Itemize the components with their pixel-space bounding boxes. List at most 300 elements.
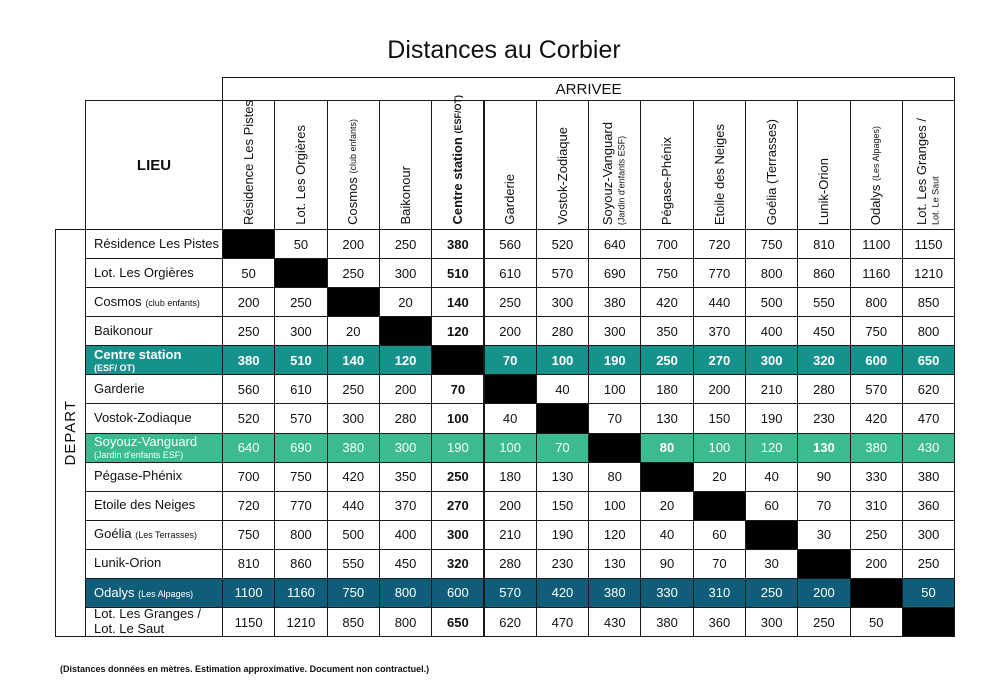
distance-cell	[902, 433, 955, 463]
distance-value: 1150	[914, 236, 943, 252]
distance-cell	[797, 520, 850, 550]
distance-cell	[902, 403, 955, 433]
row-label-text	[94, 324, 153, 339]
distance-cell	[850, 433, 903, 463]
diagonal-cell	[850, 578, 903, 608]
distance-cell	[745, 229, 798, 259]
distance-cell	[640, 433, 693, 463]
row-label-main: Résidence Les Pistes	[94, 235, 220, 251]
distance-value: 400	[394, 527, 417, 543]
row-label-main: Lunik-Orion	[94, 555, 162, 571]
row-label-main: Odalys	[94, 584, 135, 600]
distance-cell	[640, 258, 693, 288]
distance-cell	[484, 316, 537, 346]
distance-value: 690	[603, 265, 626, 281]
distance-cell	[797, 578, 850, 608]
distance-value: 600	[446, 585, 469, 601]
depart-header	[55, 229, 86, 637]
distance-value: 750	[760, 236, 783, 252]
column-header-main: Centre station	[450, 137, 466, 225]
distance-cell	[693, 229, 746, 259]
distance-cell	[902, 374, 955, 404]
distance-value: 270	[446, 498, 469, 514]
distance-value: 860	[813, 265, 835, 281]
distance-value: 450	[813, 323, 835, 339]
distance-value: 70	[450, 381, 466, 397]
distance-value: 810	[237, 556, 260, 572]
distance-value: 510	[446, 265, 469, 281]
column-header	[222, 100, 275, 230]
distance-cell	[850, 491, 903, 521]
distance-cell	[640, 491, 693, 521]
row-label	[85, 258, 223, 288]
distance-cell	[536, 374, 589, 404]
distance-cell	[327, 345, 380, 375]
distance-value: 420	[342, 469, 365, 485]
distance-value: 310	[708, 585, 731, 601]
column-header-text	[556, 127, 570, 225]
distance-value: 120	[760, 440, 783, 456]
distance-value: 20	[659, 498, 675, 514]
distance-value: 150	[551, 498, 574, 514]
distance-value: 300	[760, 352, 783, 368]
distance-cell	[640, 549, 693, 579]
distance-value: 70	[607, 411, 622, 426]
column-header-main: Lunik-Orion	[816, 157, 832, 225]
distance-value: 280	[551, 323, 574, 339]
column-header-text	[399, 166, 413, 225]
distance-value: 210	[499, 527, 521, 543]
row-label-main: Garderie	[94, 380, 145, 396]
row-label-text	[94, 266, 194, 281]
distance-value: 120	[603, 527, 626, 543]
distance-value: 420	[865, 411, 888, 426]
distance-cell	[850, 462, 903, 492]
diagonal-cell	[797, 549, 850, 579]
distance-value: 810	[813, 236, 835, 252]
diagonal-cell	[640, 462, 693, 492]
distance-cell	[222, 520, 275, 550]
distance-cell	[588, 520, 641, 550]
distance-cell	[222, 607, 275, 637]
distance-value: 800	[917, 323, 940, 339]
row-label-main: Soyouz-Vanguard	[94, 433, 198, 449]
distance-value: 320	[446, 556, 469, 572]
distance-cell	[536, 607, 589, 637]
distance-cell	[327, 578, 380, 608]
row-label-text	[94, 469, 182, 484]
distance-value: 750	[237, 527, 260, 543]
diagonal-cell	[536, 403, 589, 433]
distance-value: 20	[398, 294, 413, 310]
distance-cell	[588, 287, 641, 317]
diagonal-cell	[222, 229, 275, 259]
lieu-label: LIEU	[136, 156, 172, 174]
distance-value: 40	[502, 411, 518, 426]
row-label-main: Etoile des Neiges	[94, 497, 196, 513]
distance-cell	[274, 403, 327, 433]
distance-cell	[850, 258, 903, 288]
column-header-main: Vostok-Zodiaque	[554, 127, 570, 225]
distance-cell	[379, 491, 432, 521]
distance-cell	[797, 258, 850, 288]
column-header-main: Résidence Les Pistes	[240, 99, 256, 225]
distance-cell	[640, 316, 693, 346]
distance-cell	[640, 229, 693, 259]
distance-value: 350	[394, 469, 417, 485]
column-header-main: Lot. Les Orgières	[293, 125, 309, 225]
distance-cell	[327, 433, 380, 463]
distance-value: 520	[237, 411, 260, 426]
column-header-text	[503, 174, 517, 225]
distance-value: 550	[813, 294, 835, 310]
distance-cell	[797, 374, 850, 404]
distance-value: 380	[603, 585, 626, 601]
distance-cell	[222, 374, 275, 404]
row-label	[85, 549, 223, 579]
column-header-text	[765, 119, 779, 225]
distance-value: 440	[708, 294, 731, 310]
column-header-main: Pégase-Phénix	[659, 136, 675, 225]
distance-cell	[745, 578, 798, 608]
distance-value: 200	[499, 498, 521, 514]
distance-cell	[693, 607, 746, 637]
distance-cell	[274, 520, 327, 550]
distance-cell	[640, 578, 693, 608]
distance-value: 500	[760, 294, 783, 310]
distance-cell	[274, 287, 327, 317]
distance-value: 640	[237, 440, 260, 456]
column-header	[640, 100, 693, 230]
row-label-main: Cosmos	[94, 293, 142, 309]
distance-value: 380	[917, 469, 940, 485]
distance-cell	[588, 258, 641, 288]
distance-cell	[850, 345, 903, 375]
distance-value: 750	[342, 585, 365, 601]
distance-value: 300	[917, 527, 940, 543]
distance-cell	[431, 607, 484, 637]
distance-cell	[745, 345, 798, 375]
distance-value: 800	[760, 265, 783, 281]
distance-cell	[588, 607, 641, 637]
column-header	[902, 100, 955, 230]
distance-value: 250	[499, 294, 521, 310]
distance-value: 380	[656, 614, 678, 630]
distance-value: 300	[342, 411, 365, 426]
distance-value: 300	[290, 323, 312, 339]
distance-cell	[693, 287, 746, 317]
distance-cell	[274, 549, 327, 579]
row-label-main: Lot. Les Orgières	[94, 264, 194, 280]
distance-cell	[327, 403, 380, 433]
column-header-text	[601, 122, 628, 225]
distance-cell	[274, 607, 327, 637]
distance-cell	[431, 549, 484, 579]
distance-cell	[536, 345, 589, 375]
distance-value: 100	[499, 440, 521, 456]
distance-cell	[640, 345, 693, 375]
distance-value: 130	[603, 556, 626, 572]
row-label-sub: (ESF/ OT)	[94, 362, 135, 373]
lieu-header	[85, 100, 223, 230]
distance-value: 250	[813, 614, 835, 630]
distance-value: 60	[764, 498, 779, 514]
row-label-main: Baikonour	[94, 322, 153, 338]
distance-value: 200	[813, 585, 835, 601]
column-header	[484, 100, 537, 230]
distance-cell	[431, 491, 484, 521]
distance-cell	[640, 607, 693, 637]
column-header	[379, 100, 432, 230]
distance-cell	[379, 229, 432, 259]
distance-value: 40	[555, 381, 570, 397]
distance-value: 800	[394, 585, 417, 601]
distance-cell	[222, 287, 275, 317]
distance-cell	[222, 462, 275, 492]
distance-cell	[327, 549, 380, 579]
column-header-sub: (Jardin d'enfants ESF)	[616, 135, 627, 225]
distance-value: 210	[760, 381, 783, 397]
distance-cell	[588, 374, 641, 404]
distance-cell	[536, 433, 589, 463]
distance-value: 200	[342, 236, 365, 252]
column-header-main: Garderie	[502, 174, 518, 225]
distance-value: 300	[394, 440, 417, 456]
column-header-text	[869, 126, 883, 225]
distance-cell	[745, 316, 798, 346]
diagonal-cell	[693, 491, 746, 521]
row-label	[85, 520, 223, 550]
distance-value: 100	[708, 440, 731, 456]
row-label	[85, 229, 223, 259]
row-label	[85, 374, 223, 404]
distance-cell	[222, 549, 275, 579]
distance-cell	[797, 345, 850, 375]
distance-value: 750	[290, 469, 312, 485]
distance-cell	[536, 549, 589, 579]
distance-value: 130	[551, 469, 574, 485]
distance-cell	[431, 520, 484, 550]
distance-value: 310	[865, 498, 888, 514]
distance-cell	[797, 316, 850, 346]
row-label-line	[94, 586, 193, 601]
distance-value: 320	[813, 352, 835, 368]
distance-cell	[850, 229, 903, 259]
distance-cell	[693, 316, 746, 346]
column-header-main: Etoile des Neiges	[711, 123, 727, 225]
distance-value: 800	[290, 527, 312, 543]
distance-cell	[693, 374, 746, 404]
distance-value: 550	[342, 556, 365, 572]
distance-cell	[640, 374, 693, 404]
distance-cell	[536, 287, 589, 317]
column-header-text	[242, 100, 256, 225]
distance-cell	[536, 258, 589, 288]
distance-value: 250	[394, 236, 417, 252]
distance-cell	[797, 403, 850, 433]
distance-cell	[484, 433, 537, 463]
column-header	[274, 100, 327, 230]
distance-cell	[484, 258, 537, 288]
distance-cell	[379, 607, 432, 637]
distance-value: 20	[346, 323, 361, 339]
distance-cell	[693, 462, 746, 492]
distance-value: 200	[865, 556, 888, 572]
row-label-text	[94, 435, 197, 460]
distance-value: 560	[237, 381, 260, 397]
distance-value: 70	[816, 498, 832, 514]
distance-value: 370	[394, 498, 417, 514]
distance-value: 720	[237, 498, 260, 514]
distance-cell	[274, 316, 327, 346]
distance-value: 200	[237, 294, 260, 310]
distance-value: 380	[342, 440, 365, 456]
distance-value: 280	[499, 556, 521, 572]
row-label	[85, 287, 223, 317]
distance-cell	[327, 258, 380, 288]
distance-value: 30	[764, 556, 779, 572]
distance-value: 1210	[286, 614, 316, 630]
distance-value: 380	[865, 440, 888, 456]
distance-cell	[484, 403, 537, 433]
distance-value: 180	[656, 381, 678, 397]
distance-cell	[745, 258, 798, 288]
distance-value: 80	[659, 440, 675, 456]
column-header-main: Soyouz-Vanguard	[600, 121, 616, 225]
distance-cell	[222, 258, 275, 288]
distance-cell	[379, 578, 432, 608]
distance-value: 250	[865, 527, 888, 543]
distance-value: 190	[446, 440, 469, 456]
row-label-text	[94, 607, 201, 637]
distance-cell	[693, 520, 746, 550]
distance-value: 70	[712, 556, 727, 572]
distance-cell	[745, 287, 798, 317]
distance-value: 190	[551, 527, 574, 543]
distance-cell	[693, 549, 746, 579]
distance-cell	[797, 287, 850, 317]
distance-value: 40	[764, 469, 779, 485]
distance-value: 650	[446, 614, 469, 630]
row-label-text	[94, 382, 145, 397]
distance-value: 330	[656, 585, 678, 601]
row-label	[85, 433, 223, 463]
distance-cell	[588, 403, 641, 433]
distance-value: 1210	[914, 265, 943, 281]
distance-cell	[902, 229, 955, 259]
distance-cell	[693, 403, 746, 433]
column-header	[693, 100, 746, 230]
distance-value: 30	[816, 527, 832, 543]
column-header-text	[915, 118, 942, 225]
distance-value: 270	[708, 352, 731, 368]
distance-cell	[745, 403, 798, 433]
column-header-main: Lot. Les Granges /	[913, 118, 929, 225]
distance-value: 250	[342, 381, 365, 397]
distance-cell	[327, 229, 380, 259]
row-label	[85, 462, 223, 492]
column-header-text	[660, 137, 674, 225]
distance-value: 570	[290, 411, 312, 426]
distance-cell	[431, 316, 484, 346]
distance-cell	[431, 374, 484, 404]
distance-value: 500	[342, 527, 365, 543]
distance-value: 570	[551, 265, 574, 281]
distance-value: 1160	[862, 265, 891, 281]
distance-value: 300	[394, 265, 417, 281]
diagonal-cell	[327, 287, 380, 317]
row-label-line	[94, 527, 197, 542]
distance-cell	[640, 403, 693, 433]
distance-cell	[745, 549, 798, 579]
distance-value: 250	[237, 323, 260, 339]
distance-cell	[431, 229, 484, 259]
distance-value: 60	[712, 527, 727, 543]
distance-cell	[431, 258, 484, 288]
diagonal-cell	[745, 520, 798, 550]
distance-value: 200	[394, 381, 417, 397]
distance-cell	[902, 462, 955, 492]
distance-cell	[484, 462, 537, 492]
distance-value: 620	[917, 381, 940, 397]
distance-cell	[484, 549, 537, 579]
distance-value: 280	[813, 381, 835, 397]
distance-cell	[536, 316, 589, 346]
row-label-text	[94, 237, 219, 252]
column-header-text	[451, 95, 465, 225]
page-title: Distances au Corbier	[387, 36, 621, 64]
column-header	[536, 100, 589, 230]
distance-value: 440	[342, 498, 365, 514]
row-label-sub: (Jardin d'enfants ESF)	[94, 449, 184, 460]
distance-value: 850	[342, 614, 365, 630]
distance-value: 800	[394, 614, 417, 630]
column-header	[431, 95, 484, 230]
distance-value: 20	[712, 469, 727, 485]
distance-cell	[222, 491, 275, 521]
column-header-sub: (ESF/OT)	[453, 95, 464, 134]
distance-value: 250	[760, 585, 783, 601]
distance-value: 420	[551, 585, 574, 601]
distance-cell	[797, 462, 850, 492]
distance-cell	[484, 287, 537, 317]
diagonal-cell	[588, 433, 641, 463]
distance-cell	[327, 607, 380, 637]
distance-value: 200	[708, 381, 731, 397]
row-label-main: Lot. Les Granges /	[94, 606, 201, 622]
distance-value: 140	[342, 352, 365, 368]
distance-cell	[797, 491, 850, 521]
distance-value: 720	[708, 236, 731, 252]
distance-cell	[379, 403, 432, 433]
distance-value: 650	[917, 352, 940, 368]
distance-cell	[536, 491, 589, 521]
depart-label: DEPART	[62, 400, 79, 466]
distance-cell	[274, 578, 327, 608]
distance-cell	[850, 607, 903, 637]
distance-cell	[327, 374, 380, 404]
diagonal-cell	[431, 345, 484, 375]
distance-value: 360	[917, 498, 940, 514]
row-label-sub: (Les Terrasses)	[135, 530, 198, 541]
distance-cell	[379, 345, 432, 375]
distance-cell	[745, 491, 798, 521]
distance-cell	[379, 520, 432, 550]
distance-cell	[902, 345, 955, 375]
distance-cell	[850, 316, 903, 346]
column-header	[850, 100, 903, 230]
distance-cell	[379, 462, 432, 492]
